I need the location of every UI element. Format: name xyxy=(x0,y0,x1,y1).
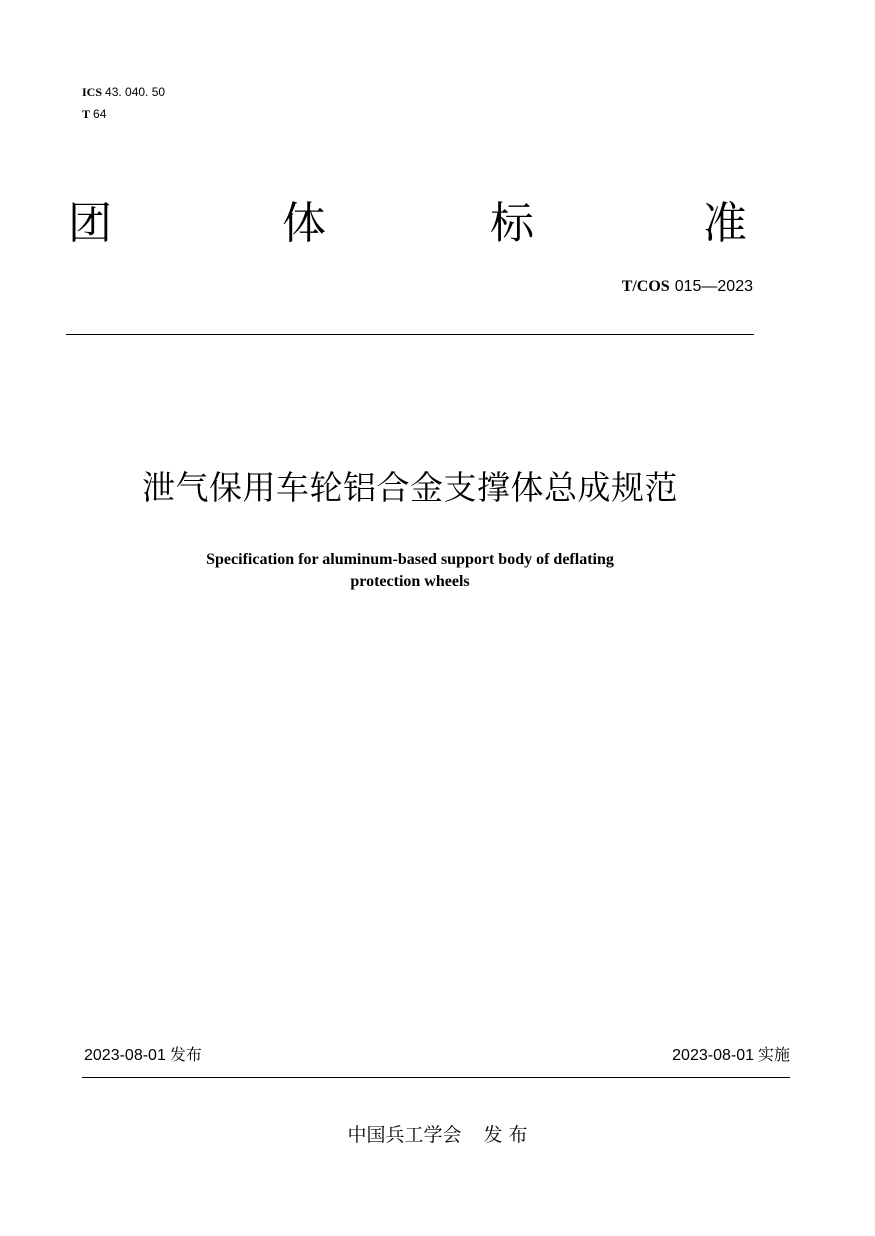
implement-date-label: 实施 xyxy=(757,1045,790,1064)
standard-prefix: T/COS xyxy=(621,278,670,295)
ccs-label: T xyxy=(82,107,91,121)
header-char-2: 体 xyxy=(282,198,326,249)
implement-date xyxy=(672,1044,790,1067)
footer-divider xyxy=(82,1077,790,1078)
issue-date-value: 2023-08-01 xyxy=(84,1047,166,1064)
publisher xyxy=(0,1122,875,1148)
header-char-1: 团 xyxy=(68,198,112,249)
chinese-title: 泄气保用车轮铝合金支撑体总成规范 xyxy=(142,468,678,507)
ccs-code xyxy=(82,106,106,122)
header-char-3: 标 xyxy=(490,198,534,249)
publisher-action: 发 布 xyxy=(483,1124,528,1146)
implement-date-value: 2023-08-01 xyxy=(672,1047,754,1064)
issue-date xyxy=(84,1044,202,1067)
header-char-4: 准 xyxy=(703,198,747,249)
english-title-line-2: protection wheels xyxy=(350,573,470,590)
publisher-name: 中国兵工学会 xyxy=(347,1124,462,1146)
ics-value: 43. 040. 50 xyxy=(105,85,166,99)
ics-label: ICS xyxy=(82,85,103,99)
ics-code xyxy=(82,84,165,100)
english-title-line-1: Specification for aluminum-based support body of deflating xyxy=(206,551,614,568)
ccs-value: 64 xyxy=(93,107,107,121)
standard-number-value: 015—2023 xyxy=(674,278,753,295)
issue-date-label: 发布 xyxy=(169,1045,202,1064)
standard-number xyxy=(622,276,753,297)
english-title xyxy=(0,549,820,593)
header-divider xyxy=(66,334,754,335)
